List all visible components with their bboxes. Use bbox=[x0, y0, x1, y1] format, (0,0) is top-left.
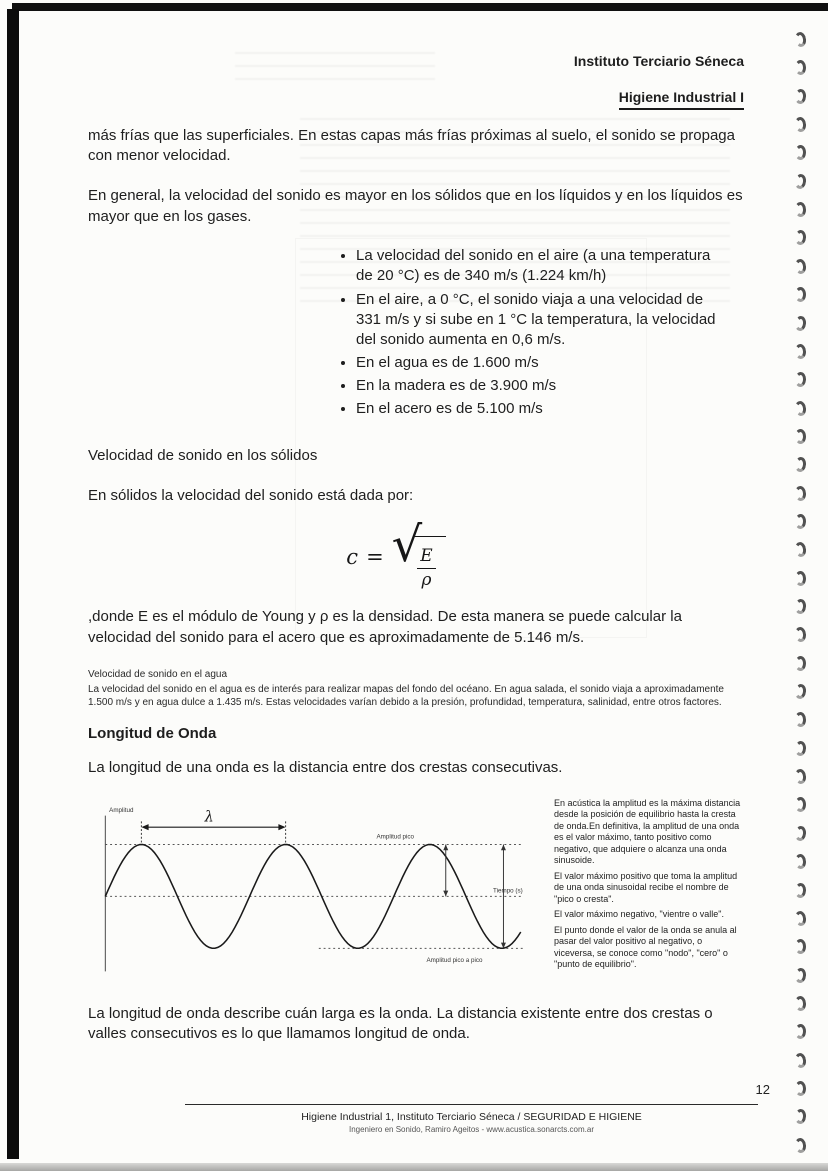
binding-hole bbox=[794, 117, 807, 133]
binding-hole bbox=[794, 88, 806, 104]
binding-hole bbox=[794, 627, 807, 643]
binding-hole bbox=[794, 542, 807, 559]
caption-paragraph-node: El punto donde el valor de la onda se anula al pasar del valor positivo al negativo, o viceversa, se conoce como "nodo", "cero" o "punto de equilibrio". bbox=[554, 924, 737, 970]
after-formula-paragraph: ,donde E es el módulo de Young y ρ es la densidad. De esta manera se puede calcular la velocidad del sonido para el acero que es aproximadamente de 5.146 m/s. bbox=[88, 608, 682, 647]
amplitude-peak-arrowhead-top bbox=[443, 844, 448, 850]
paragraph-general: En general, la velocidad del sonido es mayor en los sólidos que en los líquidos y en los líquidos es mayor que en los gases. bbox=[88, 186, 743, 225]
wavelength-closing: La longitud de onda describe cuán larga es la onda. La distancia existente entre dos crestas o valles consecutivos es lo que llamamos longitud de onda. bbox=[88, 1004, 713, 1043]
binding-hole bbox=[795, 939, 806, 954]
formula-equals: = bbox=[366, 545, 384, 570]
page-footer bbox=[185, 1104, 758, 1134]
list-item-wood: • En la madera es de 3.900 m/s bbox=[356, 376, 718, 396]
binding-hole bbox=[795, 882, 807, 898]
list-item-water: • En el agua es de 1.600 m/s bbox=[356, 353, 718, 373]
speed-of-sound-formula bbox=[88, 517, 704, 591]
amplitude-peak-label: Amplitud pico bbox=[376, 833, 415, 841]
binding-hole bbox=[795, 60, 807, 75]
binding-hole bbox=[795, 570, 807, 585]
binding-hole bbox=[795, 1024, 807, 1039]
binding-hole bbox=[794, 967, 807, 983]
binding-hole bbox=[794, 910, 807, 926]
amplitude-axis-label: Amplitud bbox=[109, 806, 134, 814]
scan-edge-left bbox=[7, 9, 19, 1159]
lambda-label: λ bbox=[204, 808, 214, 825]
water-note-body: La velocidad del sonido en el agua es de interés para realizar mapas del fondo del océano. En agua salada, el sonido viaja a aproximadamente 1.500 m/s y en agua dulce a 1.435 m/s. Estas velocidades varían debido a la presión, profundidad, temperatura, salinidad, entre otros factores. bbox=[88, 683, 724, 708]
solids-title: Velocidad de sonido en los sólidos bbox=[88, 447, 318, 465]
binding-hole bbox=[794, 825, 807, 841]
wavelength-intro: La longitud de una onda es la distancia entre dos crestas consecutivas. bbox=[88, 758, 563, 776]
fraction-numerator: E bbox=[420, 546, 433, 567]
binding-hole bbox=[795, 202, 807, 218]
list-item-air-20c: • La velocidad del sonido en el aire (a una temperatura de 20 °C) es de 340 m/s (1.224 km/h) bbox=[356, 246, 718, 286]
speed-bullet-list bbox=[356, 246, 718, 419]
footer-title: Higiene Industrial 1, Instituto Terciario Séneca / SEGURIDAD E HIGIENE bbox=[301, 1111, 642, 1123]
scan-edge-top bbox=[12, 3, 828, 11]
footer-credit: Ingeniero en Sonido, Ramiro Ageitos - www.acustica.sonarcts.com.ar bbox=[348, 1125, 594, 1134]
binding-hole bbox=[794, 173, 807, 189]
time-axis-label: Tiempo (s) bbox=[493, 887, 523, 895]
spiral-binding-holes bbox=[795, 32, 821, 1162]
binding-hole bbox=[794, 768, 807, 784]
scan-edge-bottom bbox=[0, 1163, 828, 1171]
binding-hole bbox=[794, 400, 807, 416]
binding-hole bbox=[794, 343, 806, 359]
amplitude-peak-arrowhead-bottom bbox=[443, 890, 448, 896]
binding-hole bbox=[794, 230, 806, 246]
lambda-arrowhead-right bbox=[278, 824, 285, 830]
binding-hole bbox=[794, 31, 807, 48]
caption-paragraph-amplitude: En acústica la amplitud es la máxima distancia desde la posición de equilibrio hasta la cresta de onda.En definitiva, la amplitud de una onda es el valor máximo, tanto positivo como negativo, que adquiere o alcanza una onda sinusoide. bbox=[554, 797, 741, 866]
lambda-arrowhead-left bbox=[141, 824, 148, 830]
binding-hole bbox=[794, 599, 806, 615]
peak-to-peak-arrowhead-top bbox=[501, 844, 506, 850]
institute-name: Instituto Terciario Séneca bbox=[573, 53, 744, 69]
document-header bbox=[88, 52, 744, 110]
binding-hole bbox=[794, 315, 807, 331]
binding-hole bbox=[795, 429, 806, 444]
fraction bbox=[417, 548, 435, 589]
binding-hole bbox=[795, 287, 806, 302]
sqrt-radical bbox=[391, 517, 446, 591]
water-note bbox=[88, 668, 744, 709]
binding-hole bbox=[795, 1081, 807, 1096]
figure-caption bbox=[554, 798, 744, 975]
wavelength-heading: Longitud de Onda bbox=[88, 724, 217, 742]
page-number: 12 bbox=[755, 1082, 770, 1097]
list-item-air-0c: • En el aire, a 0 °C, el sonido viaja a una velocidad de 331 m/s y si sube en 1 °C la temperatura, la velocidad del sonido aumenta en 0,6 m/s. bbox=[356, 290, 718, 350]
page-content bbox=[88, 52, 744, 1064]
binding-hole bbox=[794, 1109, 806, 1125]
course-name: Higiene Industrial I bbox=[619, 88, 744, 109]
sqrt-sign-icon: √ bbox=[391, 517, 423, 574]
binding-hole bbox=[794, 457, 807, 473]
sine-wave-diagram bbox=[88, 798, 540, 990]
peak-to-peak-label: Amplitud pico a pico bbox=[426, 956, 483, 964]
list-item-steel: • En el acero es de 5.100 m/s bbox=[356, 399, 718, 419]
solids-intro: En sólidos la velocidad del sonido está dada por: bbox=[88, 486, 414, 504]
binding-hole bbox=[795, 145, 806, 160]
binding-hole bbox=[794, 1052, 807, 1069]
binding-hole bbox=[795, 712, 807, 728]
caption-paragraph-peak: El valor máximo positivo que toma la amplitud de una onda sinusoidal recibe el nombre de "pico o cresta". bbox=[554, 870, 738, 904]
binding-hole bbox=[794, 683, 807, 699]
water-note-title: Velocidad de sonido en el agua bbox=[88, 668, 228, 680]
binding-hole bbox=[795, 656, 806, 671]
binding-hole bbox=[794, 854, 806, 870]
binding-hole bbox=[794, 740, 806, 756]
binding-hole bbox=[794, 485, 806, 501]
formula-lhs: c bbox=[346, 545, 359, 570]
binding-hole bbox=[794, 258, 807, 274]
binding-hole bbox=[795, 797, 806, 812]
radicand bbox=[413, 536, 445, 589]
paragraph-intro: más frías que las superficiales. En estas capas más frías próximas al suelo, el sonido se propaga con menor velocidad. bbox=[88, 126, 735, 165]
wave-figure bbox=[88, 798, 744, 990]
caption-paragraph-valley: El valor máximo negativo, "vientre o valle". bbox=[554, 909, 724, 920]
binding-hole bbox=[795, 514, 807, 529]
binding-hole bbox=[794, 1137, 807, 1153]
binding-hole bbox=[795, 372, 807, 388]
fraction-denominator: ρ bbox=[421, 570, 432, 591]
binding-hole bbox=[794, 995, 806, 1011]
